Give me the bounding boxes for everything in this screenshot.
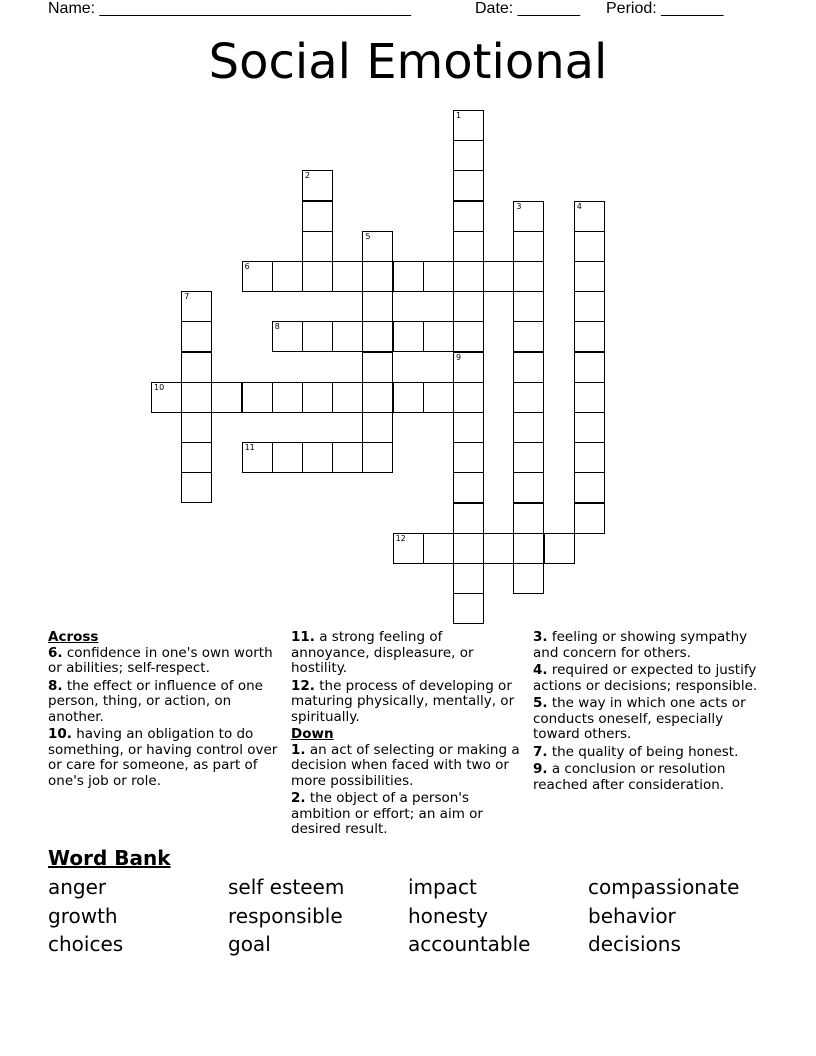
crossword-cell[interactable] — [544, 533, 575, 564]
crossword-cell[interactable] — [453, 231, 484, 262]
crossword-cell[interactable] — [574, 412, 605, 443]
crossword-cell[interactable] — [513, 503, 544, 534]
crossword-cell[interactable] — [453, 533, 484, 564]
word-bank-item: decisions — [588, 932, 681, 956]
crossword-cell[interactable] — [211, 382, 242, 413]
clue-across-6: 6. confidence in one's own worth or abilities; self-respect. — [48, 644, 273, 676]
word-bank-item: responsible — [228, 904, 343, 928]
crossword-cell[interactable] — [393, 321, 424, 352]
crossword-cell[interactable] — [513, 472, 544, 503]
crossword-cell[interactable] — [574, 321, 605, 352]
crossword-cell[interactable] — [483, 533, 514, 564]
clues-column-1 — [48, 630, 284, 791]
clue-number: 6 — [244, 262, 250, 271]
crossword-cell[interactable] — [181, 472, 212, 503]
clue-number: 2 — [305, 171, 311, 181]
crossword-cell[interactable] — [574, 352, 605, 383]
crossword-cell[interactable] — [513, 231, 544, 262]
word-bank-item: goal — [228, 932, 271, 956]
crossword-cell[interactable] — [362, 352, 393, 383]
crossword-cell[interactable] — [453, 140, 484, 171]
crossword-cell[interactable] — [513, 563, 544, 594]
crossword-cell[interactable] — [453, 503, 484, 534]
crossword-cell[interactable] — [181, 321, 212, 352]
word-bank-title: Word Bank — [48, 846, 171, 870]
clues-column-2 — [291, 630, 523, 840]
word-bank-item: behavior — [588, 904, 676, 928]
across-heading: Across — [48, 629, 99, 645]
clue-number: 12 — [395, 533, 406, 543]
crossword-cell[interactable] — [574, 382, 605, 413]
crossword-cell[interactable] — [302, 201, 333, 232]
crossword-cell[interactable] — [513, 261, 544, 292]
crossword-cell[interactable] — [362, 382, 393, 413]
clue-across-12: 12. the process of developing or maturing physically, mentally, or spiritually. — [291, 677, 515, 725]
word-bank-item: anger — [48, 875, 107, 899]
clue-across-8: 8. the effect or influence of one person, thing, or action, on another. — [48, 677, 263, 725]
crossword-cell[interactable] — [302, 261, 333, 292]
crossword-cell[interactable] — [302, 231, 333, 262]
crossword-cell[interactable] — [453, 563, 484, 594]
crossword-cell[interactable] — [453, 291, 484, 322]
crossword-cell[interactable] — [272, 261, 303, 292]
crossword-cell[interactable] — [181, 442, 212, 473]
crossword-cell[interactable] — [453, 472, 484, 503]
clue-number: 4 — [576, 201, 582, 211]
crossword-cell[interactable] — [362, 321, 393, 352]
clue-number: 3 — [516, 201, 522, 211]
crossword-cell[interactable] — [513, 442, 544, 473]
crossword-cell[interactable] — [513, 382, 544, 413]
clue-down-3: 3. feeling or showing sympathy and concern for others. — [533, 629, 748, 661]
crossword-cell[interactable] — [453, 170, 484, 201]
crossword-cell[interactable] — [332, 321, 363, 352]
crossword-cell[interactable] — [362, 412, 393, 443]
word-bank-item: impact — [408, 875, 477, 899]
word-bank-item: choices — [48, 932, 124, 956]
word-bank-item: compassionate — [588, 875, 740, 899]
clue-down-5: 5. the way in which one acts or conducts oneself, especially toward others. — [533, 695, 746, 742]
crossword-cell[interactable] — [332, 382, 363, 413]
crossword-cell[interactable] — [362, 261, 393, 292]
clue-number: 1 — [456, 111, 462, 120]
crossword-cell[interactable] — [453, 412, 484, 443]
crossword-cell[interactable] — [574, 231, 605, 262]
clue-down-9: 9. a conclusion or resolution reached after consideration. — [533, 761, 726, 793]
crossword-cell[interactable] — [393, 382, 424, 413]
crossword-cell[interactable] — [453, 593, 484, 624]
crossword-cell[interactable] — [423, 321, 454, 352]
crossword-cell[interactable] — [272, 442, 303, 473]
clue-down-7: 7. the quality of being honest. — [533, 743, 739, 760]
clue-down-4: 4. required or expected to justify actions or decisions; responsible. — [533, 662, 758, 694]
crossword-cell[interactable] — [362, 442, 393, 473]
crossword-cell[interactable] — [513, 412, 544, 443]
crossword-cell[interactable] — [242, 382, 273, 413]
crossword-cell[interactable] — [272, 382, 303, 413]
clue-number: 10 — [154, 382, 165, 392]
name-field[interactable]: Name: ___________________________________ — [48, 0, 412, 17]
crossword-cell[interactable] — [574, 472, 605, 503]
crossword-cell[interactable] — [513, 291, 544, 322]
crossword-cell[interactable] — [423, 261, 454, 292]
crossword-cell[interactable] — [483, 261, 514, 292]
crossword-cell[interactable] — [332, 261, 363, 292]
crossword-cell[interactable] — [513, 352, 544, 383]
clue-number: 8 — [274, 322, 280, 332]
clue-across-11: 11. a strong feeling of annoyance, displeasure, or hostility. — [291, 629, 474, 676]
crossword-cell[interactable] — [362, 291, 393, 322]
crossword-cell[interactable] — [453, 201, 484, 232]
clue-number: 9 — [456, 352, 462, 362]
crossword-cell[interactable] — [574, 261, 605, 292]
crossword-cell[interactable] — [302, 382, 333, 413]
clue-number: 5 — [365, 231, 371, 241]
crossword-cell[interactable] — [393, 261, 424, 292]
crossword-cell[interactable] — [453, 382, 484, 413]
crossword-cell[interactable] — [181, 352, 212, 383]
clue-number: 11 — [244, 443, 255, 453]
clue-number: 7 — [184, 292, 190, 302]
clue-across-10: 10. having an obligation to do something, or having control over or care for someone, as part of one's job or role. — [48, 726, 278, 789]
crossword-cell[interactable] — [453, 261, 484, 292]
word-bank-item: self esteem — [228, 875, 345, 899]
crossword-cell[interactable] — [332, 442, 363, 473]
crossword-cell[interactable] — [574, 503, 605, 534]
word-bank-item: growth — [48, 904, 118, 928]
clue-down-2: 2. the object of a person's ambition or effort; an aim or desired result. — [291, 790, 483, 837]
crossword-cell[interactable] — [574, 442, 605, 473]
period-field[interactable]: Period: _______ — [606, 0, 724, 17]
crossword-cell[interactable] — [423, 533, 454, 564]
word-bank-item: honesty — [408, 904, 488, 928]
crossword-cell[interactable] — [181, 412, 212, 443]
clue-down-1: 1. an act of selecting or making a decision when faced with two or more possibilities. — [291, 741, 520, 789]
crossword-cell[interactable] — [423, 382, 454, 413]
crossword-cell[interactable] — [302, 442, 333, 473]
crossword-cell[interactable] — [574, 291, 605, 322]
crossword-cell[interactable] — [302, 321, 333, 352]
clues-column-3 — [533, 630, 769, 795]
crossword-cell[interactable] — [513, 533, 544, 564]
crossword-cell[interactable] — [513, 321, 544, 352]
down-heading: Down — [291, 726, 334, 742]
crossword-cell[interactable] — [453, 321, 484, 352]
crossword-cell[interactable] — [181, 382, 212, 413]
date-field[interactable]: Date: _______ — [475, 0, 580, 17]
page-title: Social Emotional — [208, 34, 608, 90]
crossword-cell[interactable] — [453, 442, 484, 473]
word-bank-item: accountable — [408, 932, 531, 956]
